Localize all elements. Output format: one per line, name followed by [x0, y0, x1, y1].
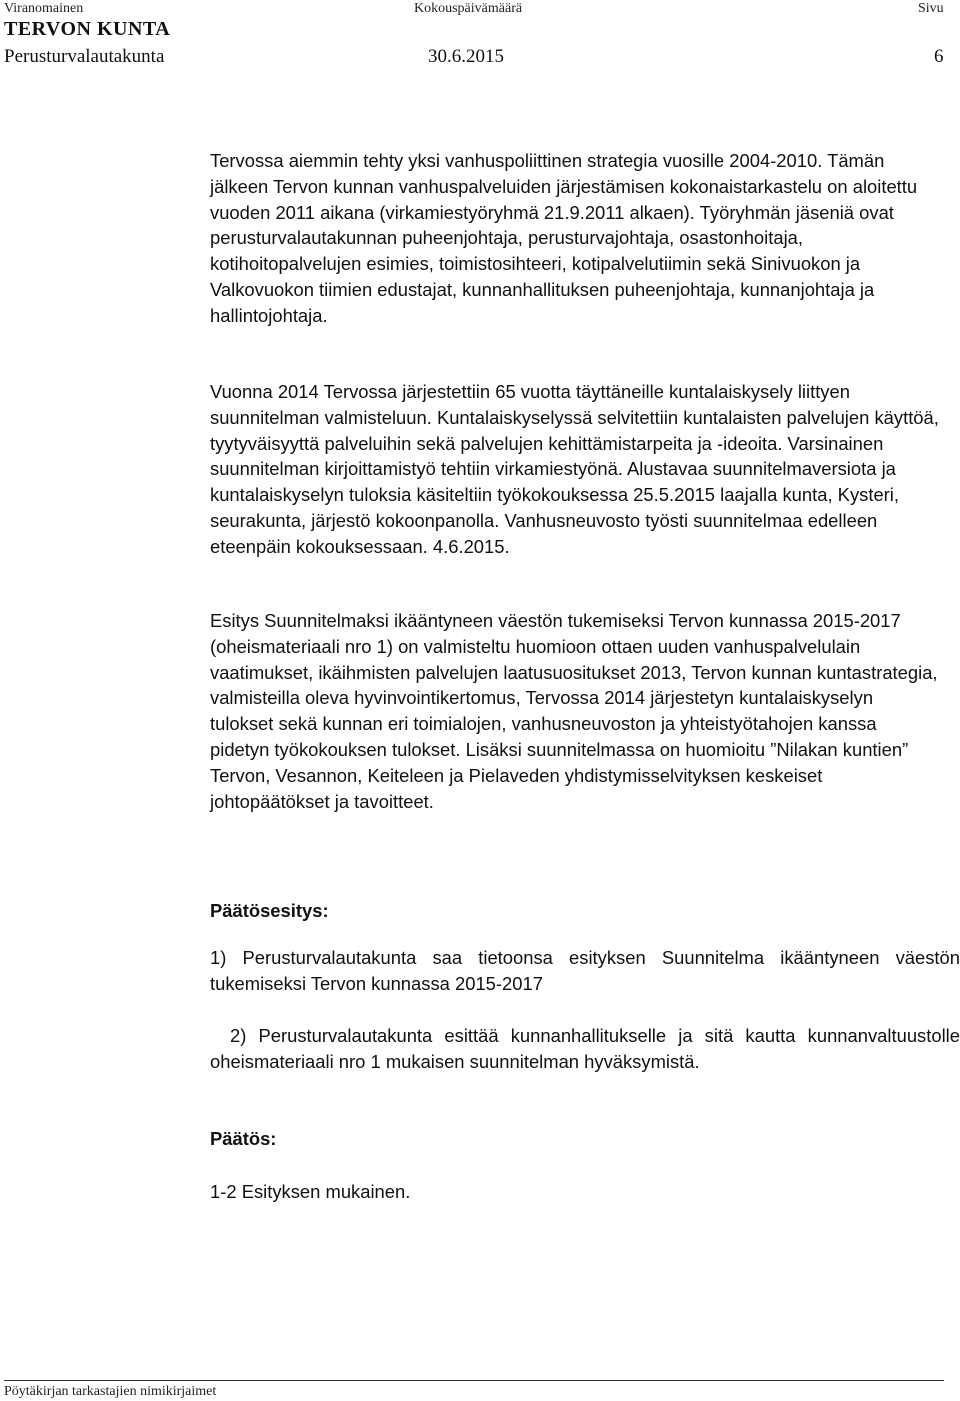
- meeting-date: 30.6.2015: [428, 46, 504, 67]
- proposal-item-1: 1) Perusturvalautakunta saa tietoonsa esityksen Suunnitelma ikääntyneen väestön tukemiseksi Tervon kunnassa 2015-2017: [210, 947, 960, 994]
- header-page-label: Sivu: [918, 1, 944, 16]
- proposal-item-2: 2) Perusturvalautakunta esittää kunnanhallitukselle ja sitä kautta kunnanvaltuustolle oheismateriaali nro 1 mukaisen suunnitelman hyväksymistä.: [210, 1025, 960, 1072]
- header-date-label: Kokouspäivämäärä: [414, 1, 523, 16]
- footer-initials-label: Pöytäkirjan tarkastajien nimikirjaimet: [4, 1384, 217, 1399]
- paragraph-proposal-basis: Esitys Suunnitelmaksi ikääntyneen väestön tukemiseksi Tervon kunnassa 2015-2017 (oheismateriaali nro 1) on valmisteltu huomioon ottaen uuden vanhuspalvelulain vaatimukset, ikäihmisten palvelujen laatusuositukset 2013, Tervon kunnan kuntastrategia, valmisteilla oleva hyvinvointikertomus, Tervossa 2014 järjestetyn kuntalaiskyselyn tulokset sekä kunnan eri toimialojen, vanhusneuvoston ja yhteistyötahojen kanssa pidetyn työkokouksen tulokset. Lisäksi suunnitelmassa on huomioitu ”Nilakan kuntien” Tervon, Vesannon, Keiteleen ja Pielaveden yhdistymisselvityksen keskeiset johtopäätökset ja tavoitteet.: [210, 610, 938, 812]
- page-number: 6: [934, 46, 944, 67]
- footer-divider: [4, 1380, 944, 1381]
- header-document-label: Viranomainen: [4, 1, 84, 16]
- paragraph-survey: Vuonna 2014 Tervossa järjestettiin 65 vuotta täyttäneille kuntalaiskysely liittyen suunnitelman valmisteluun. Kuntalaiskyselyssä selvitettiin kuntalaisten palvelujen käyttöä, tyytyväisyyttä palveluihin sekä palvelujen kehittämistarpeita ja -ideoita. Varsinainen suunnitelman kirjoittamistyö tehtiin virkamiestyönä. Alustavaa suunnitelmaversiota ja kuntalaiskyselyn tuloksia käsiteltiin työkokouksessa 25.5.2015 laajalla kunta, Kysteri, seurakunta, järjestö kokoonpanolla. Vanhusneuvosto työsti suunnitelmaa edelleen eteenpäin kokouksessaan. 4.6.2015.: [210, 381, 939, 557]
- decision-text: 1-2 Esityksen mukainen.: [210, 1181, 411, 1202]
- organization-name: TERVON KUNTA: [4, 18, 171, 40]
- committee-name: Perusturvalautakunta: [4, 46, 165, 67]
- proposal-heading: Päätösesitys:: [210, 900, 329, 921]
- paragraph-background: Tervossa aiemmin tehty yksi vanhuspoliittinen strategia vuosille 2004-2010. Tämän jälkeen Tervon kunnan vanhuspalveluiden järjestämisen kokonaistarkastelu on aloitettu vuoden 2011 aikana (virkamiestyöryhmä 21.9.2011 alkaen). Työryhmän jäseniä ovat perusturvalautakunnan puheenjohtaja, perusturvajohtaja, osastonhoitaja, kotihoitopalvelujen esimies, toimistosihteeri, kotipalvelutiimin sekä Sinivuokon ja Valkovuokon tiimien edustajat, kunnanhallituksen puheenjohtaja, kunnanjohtaja ja hallintojohtaja.: [210, 150, 918, 326]
- decision-heading: Päätös:: [210, 1128, 277, 1149]
